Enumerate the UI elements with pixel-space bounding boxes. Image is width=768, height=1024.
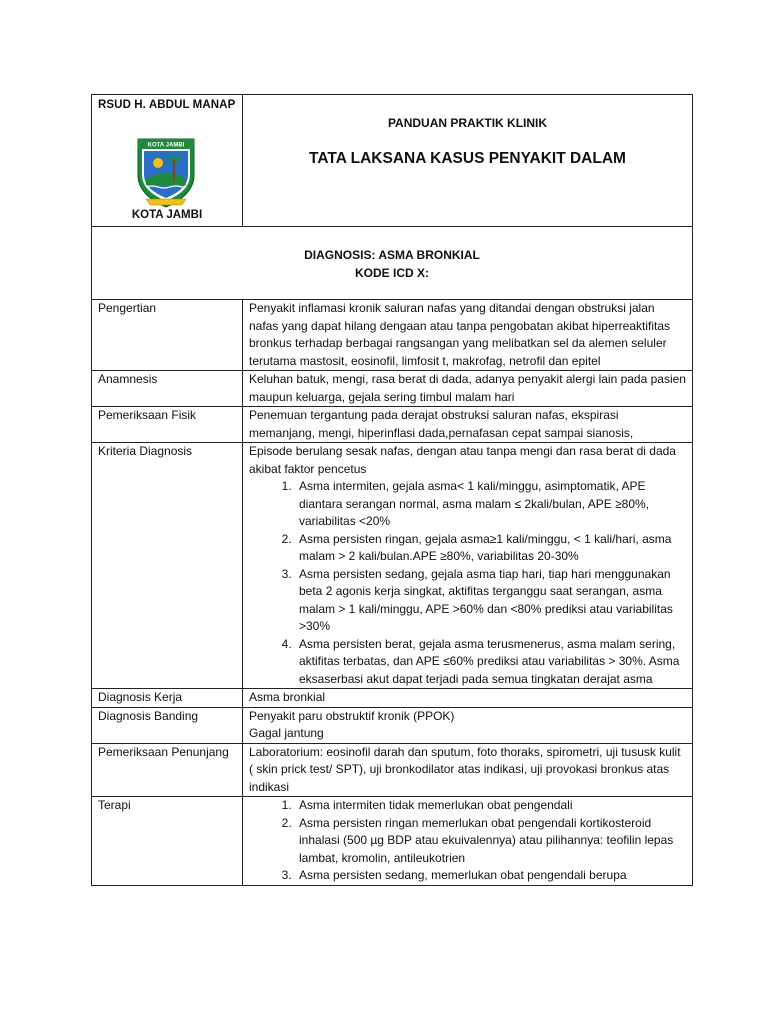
diagnosis-cell: [92, 227, 693, 300]
list-item: 2. Asma persisten ringan, gejala asma≥1 kali/minggu, < 1 kali/hari, asma malam > 2 kali/bulan.APE ≥80%, variabilitas 20-30%: [295, 531, 686, 566]
row-label: Terapi: [92, 797, 243, 886]
row-text: Laboratorium: eosinofil darah dan sputum, foto thoraks, spirometri, uji tususk kulit ( skin prick test/ SPT), uji bronkodilator atas indikasi, uji provokasi bronkus atas indikasi: [243, 743, 693, 797]
hospital-cell: [92, 95, 243, 227]
row-text: Penyakit inflamasi kronik saluran nafas yang ditandai dengan obstruksi jalan nafas yang dapat hilang dengaan atau tanpa pengobatan akibat hiperreaktifitas bronkus terhadap berbagai rangsangan yang melibatkan sel da alemen seluler terutama mastosit, eosinofil, limfosit t, makrofag, netrofil dan epitel: [243, 300, 693, 371]
guide-title: PANDUAN PRAKTIK KLINIK: [387, 116, 548, 130]
row-diagnosis-kerja: [92, 689, 693, 708]
list-item: 3. Asma persisten sedang, memerlukan obat pengendali berupa: [295, 867, 686, 885]
row-label: Pemeriksaan Fisik: [92, 407, 243, 443]
list-item: 3. Asma persisten sedang, gejala asma tiap hari, tiap hari menggunakan beta 2 agonis kerja singkat, aktifitas terganggu saat serangan, asma malam > 1 kali/minggu, APE >60% dan <80% prediksi atau variabilitas >30%: [295, 566, 686, 636]
list-item: 4. Asma persisten berat, gejala asma terusmenerus, asma malam sering, aktifitas terbatas, dan APE ≤60% prediksi atau variabilitas > 30%. Asma eksaserbasi akut dapat terjadi pada semua tingkatan derajat asma: [295, 636, 686, 689]
row-text: Penemuan tergantung pada derajat obstruksi saluran nafas, ekspirasi memanjang, mengi, hiperinflasi dada,pernafasan cepat sampai sianosis,: [243, 407, 693, 443]
kota-jambi-emblem-icon: [132, 129, 200, 209]
row-text: Asma bronkial: [243, 689, 693, 708]
row-diagnosis-banding: [92, 707, 693, 743]
list-item: 2. Asma persisten ringan memerlukan obat pengendali kortikosteroid inhalasi (500 µg BDP atau ekuivalennya) atau pilihannya: teofilin lepas lambat, kromolin, antileukotrien: [295, 815, 686, 868]
row-label: Diagnosis Banding: [92, 707, 243, 743]
document-page: [91, 94, 693, 886]
row-terapi: [92, 797, 693, 886]
row-label: Pengertian: [92, 300, 243, 371]
row-kriteria-diagnosis: [92, 443, 693, 689]
row-intro: Episode berulang sesak nafas, dengan atau tanpa mengi dan rasa berat di dada akibat faktor pencetus: [249, 444, 676, 476]
diagnosis-row: [92, 227, 693, 300]
row-content: [243, 707, 693, 743]
diagnosis-title: DIAGNOSIS: ASMA BRONKIAL: [304, 248, 480, 262]
row-line: Penyakit paru obstruktif kronik (PPOK): [249, 708, 455, 723]
row-label: Anamnesis: [92, 371, 243, 407]
logo-banner-text: KOTA JAMBI: [147, 142, 185, 149]
header-row: [92, 95, 693, 227]
row-anamnesis: [92, 371, 693, 407]
row-label: Pemeriksaan Penunjang: [92, 743, 243, 797]
row-content: [243, 443, 693, 689]
row-content: [243, 797, 693, 886]
row-pemeriksaan-fisik: [92, 407, 693, 443]
row-pengertian: [92, 300, 693, 371]
icd-code: KODE ICD X:: [354, 266, 429, 280]
row-text: Keluhan batuk, mengi, rasa berat di dada, adanya penyakit alergi lain pada pasien maupun keluarga, gejala sering timbul malam hari: [243, 371, 693, 407]
criteria-list: [249, 478, 686, 688]
city-name: KOTA JAMBI: [131, 208, 203, 221]
list-item: 1. Asma intermiten tidak memerlukan obat pengendali: [295, 797, 686, 815]
row-pemeriksaan-penunjang: [92, 743, 693, 797]
page-title: TATA LAKSANA KASUS PENYAKIT DALAM: [309, 150, 626, 167]
therapy-list: [249, 797, 686, 885]
row-line: Gagal jantung: [249, 726, 324, 740]
row-label: Kriteria Diagnosis: [92, 443, 243, 689]
clinical-guide-table: [91, 94, 693, 886]
row-label: Diagnosis Kerja: [92, 689, 243, 708]
list-item: 1. Asma intermiten, gejala asma< 1 kali/minggu, asimptomatik, APE diantara serangan normal, asma malam ≤ 2kali/bulan, APE ≥80%, variabilitas <20%: [295, 478, 686, 531]
title-cell: [243, 95, 693, 227]
hospital-name: RSUD H. ABDUL MANAP: [98, 99, 236, 111]
